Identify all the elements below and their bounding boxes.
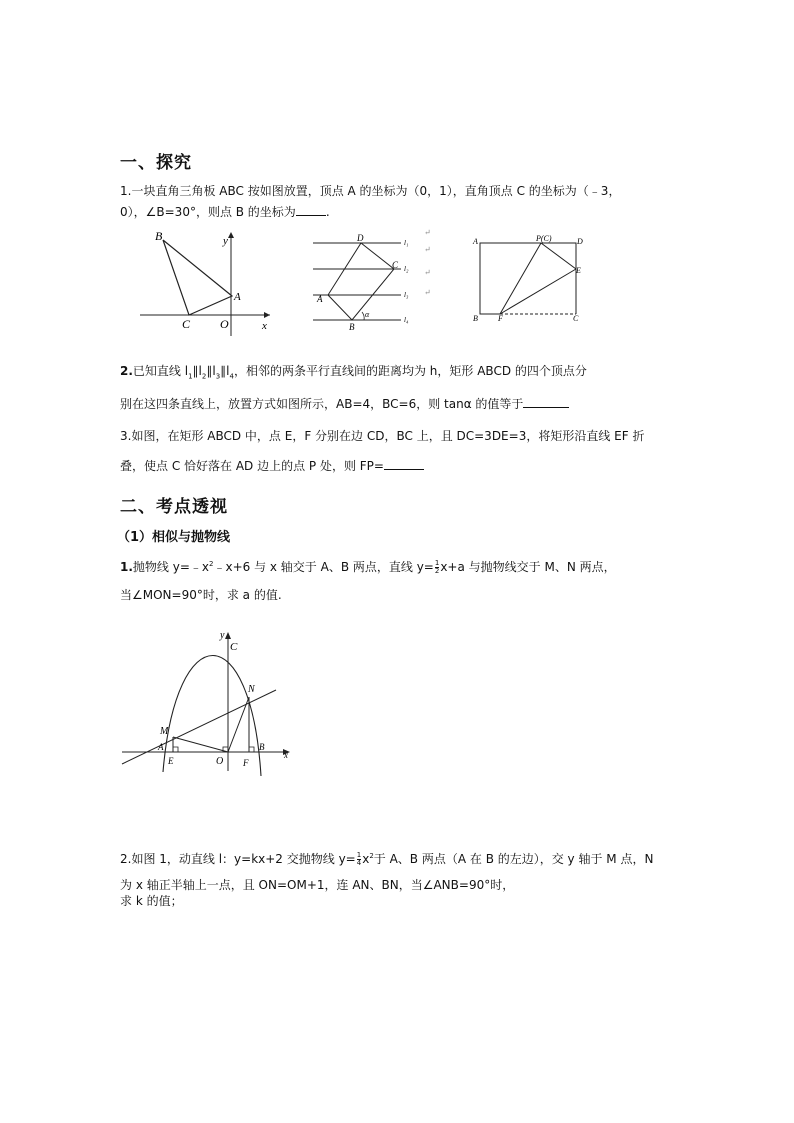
label-C: C bbox=[392, 260, 399, 270]
label-D: D bbox=[577, 237, 583, 246]
label-A: A bbox=[473, 237, 478, 246]
paragraph-mark: ↵ bbox=[424, 268, 431, 277]
label-alpha: α bbox=[365, 310, 370, 319]
exponent: 2 bbox=[369, 852, 374, 860]
fraction bbox=[357, 852, 361, 867]
label-l4: l₄ bbox=[404, 316, 409, 324]
label-y: y bbox=[223, 235, 228, 247]
question-number: 2. bbox=[120, 364, 133, 378]
label-l3: l₃ bbox=[404, 291, 409, 299]
problem-1-text: 抛物线 y=﹣x bbox=[132, 560, 209, 574]
parallel-symbol: ∥l bbox=[206, 364, 216, 378]
fraction-denominator: 2 bbox=[434, 567, 440, 575]
label-B: B bbox=[473, 314, 478, 323]
exponent: 2 bbox=[209, 560, 214, 568]
label-B: B bbox=[349, 322, 355, 332]
question-1-line-2 bbox=[120, 204, 330, 220]
problem-1-text: ﹣x+6 与 x 轴交于 A、B 两点，直线 y= bbox=[213, 560, 434, 574]
figure-folded-rectangle bbox=[470, 232, 595, 324]
paragraph-mark: ↵ bbox=[424, 288, 431, 297]
fraction-denominator: 4 bbox=[356, 859, 362, 867]
label-F: F bbox=[243, 758, 249, 768]
question-3-line-2 bbox=[120, 458, 424, 474]
problem-2-line-3: 求 k 的值； bbox=[120, 894, 183, 908]
problem-2-text: 于 A、B 两点（A 在 B 的左边），交 y 轴于 M 点，N bbox=[373, 852, 654, 866]
answer-blank bbox=[384, 458, 424, 470]
problem-2-line-1 bbox=[120, 848, 653, 867]
problem-1-line-1 bbox=[120, 556, 616, 575]
label-E: E bbox=[576, 266, 581, 275]
question-2-line-2 bbox=[120, 396, 569, 412]
paragraph-mark: ↵ bbox=[424, 245, 431, 254]
problem-2-line-2: 为 x 轴正半轴上一点，且 ON=OM+1，连 AN、BN，当∠ANB=90°时， bbox=[120, 878, 515, 892]
question-1-line-1: 1.一块直角三角板 ABC 按如图放置，顶点 A 的坐标为（0，1），直角顶点 C 的坐标为（﹣3， bbox=[120, 184, 621, 198]
question-2-text: 别在这四条直线上，放置方式如图所示，AB=4，BC=6，则 tanα 的值等于 bbox=[120, 397, 524, 411]
label-A: A bbox=[234, 291, 241, 303]
subscript: 1 bbox=[188, 372, 193, 381]
problem-number: 1. bbox=[120, 560, 133, 574]
label-C: C bbox=[230, 641, 238, 653]
question-3-line-1: 3.如图，在矩形 ABCD 中，点 E，F 分别在边 CD，BC 上，且 DC=3DE=3，将矩形沿直线 EF 折 bbox=[120, 429, 645, 443]
fraction-numerator: 1 bbox=[434, 559, 440, 567]
section-heading-key-points: 二、考点透视 bbox=[120, 497, 228, 517]
label-l2: l₂ bbox=[404, 265, 409, 273]
question-2-text: 已知直线 l bbox=[132, 364, 189, 378]
label-A: A bbox=[317, 294, 323, 304]
question-1-end: . bbox=[325, 205, 330, 219]
parallel-symbol: ∥l bbox=[220, 364, 230, 378]
label-M: M bbox=[160, 726, 169, 737]
fraction-numerator: 1 bbox=[356, 851, 362, 859]
question-2-line-1 bbox=[120, 363, 587, 384]
label-B: B bbox=[259, 742, 265, 752]
problem-1-line-2: 当∠MON=90°时，求 a 的值. bbox=[120, 588, 282, 602]
problem-2-text: 2.如图 1，动直线 l：y=kx+2 交抛物线 y= bbox=[120, 852, 356, 866]
answer-blank bbox=[523, 396, 569, 408]
paragraph-mark: ↵ bbox=[424, 228, 431, 237]
figure-parabola bbox=[116, 626, 296, 776]
figure-right-triangle bbox=[140, 228, 280, 338]
figure-parallel-lines bbox=[308, 228, 438, 332]
label-A: A bbox=[158, 742, 164, 752]
answer-blank bbox=[296, 204, 326, 216]
label-F: F bbox=[498, 314, 503, 323]
label-y: y bbox=[220, 630, 225, 641]
label-D: D bbox=[357, 233, 364, 243]
label-O: O bbox=[220, 317, 229, 331]
label-x: x bbox=[262, 320, 267, 332]
label-O: O bbox=[216, 756, 224, 767]
label-E: E bbox=[168, 756, 174, 766]
subscript: 4 bbox=[229, 372, 234, 381]
label-C: C bbox=[573, 314, 579, 323]
parallel-symbol: ∥l bbox=[192, 364, 202, 378]
question-2-text: ，相邻的两条平行直线间的距离均为 h，矩形 ABCD 的四个顶点分 bbox=[233, 364, 587, 378]
label-N: N bbox=[248, 684, 255, 695]
fraction bbox=[435, 560, 439, 575]
subscript: 2 bbox=[201, 372, 207, 381]
subsection-heading: （1）相似与抛物线 bbox=[117, 530, 231, 545]
label-x: x bbox=[284, 750, 288, 760]
label-C: C bbox=[182, 317, 191, 331]
label-B: B bbox=[155, 229, 163, 243]
problem-2-text: x bbox=[362, 852, 370, 866]
question-1-text: 0），∠B=30°，则点 B 的坐标为 bbox=[120, 205, 296, 219]
problem-1-text: x+a 与抛物线交于 M、N 两点， bbox=[440, 560, 616, 574]
question-3-text: 叠，使点 C 恰好落在 AD 边上的点 P 处，则 FP= bbox=[120, 459, 384, 473]
label-P: P(C) bbox=[536, 234, 552, 243]
subscript: 3 bbox=[215, 372, 221, 381]
label-l1: l₁ bbox=[404, 239, 409, 247]
section-heading-explore: 一、探究 bbox=[120, 153, 192, 173]
